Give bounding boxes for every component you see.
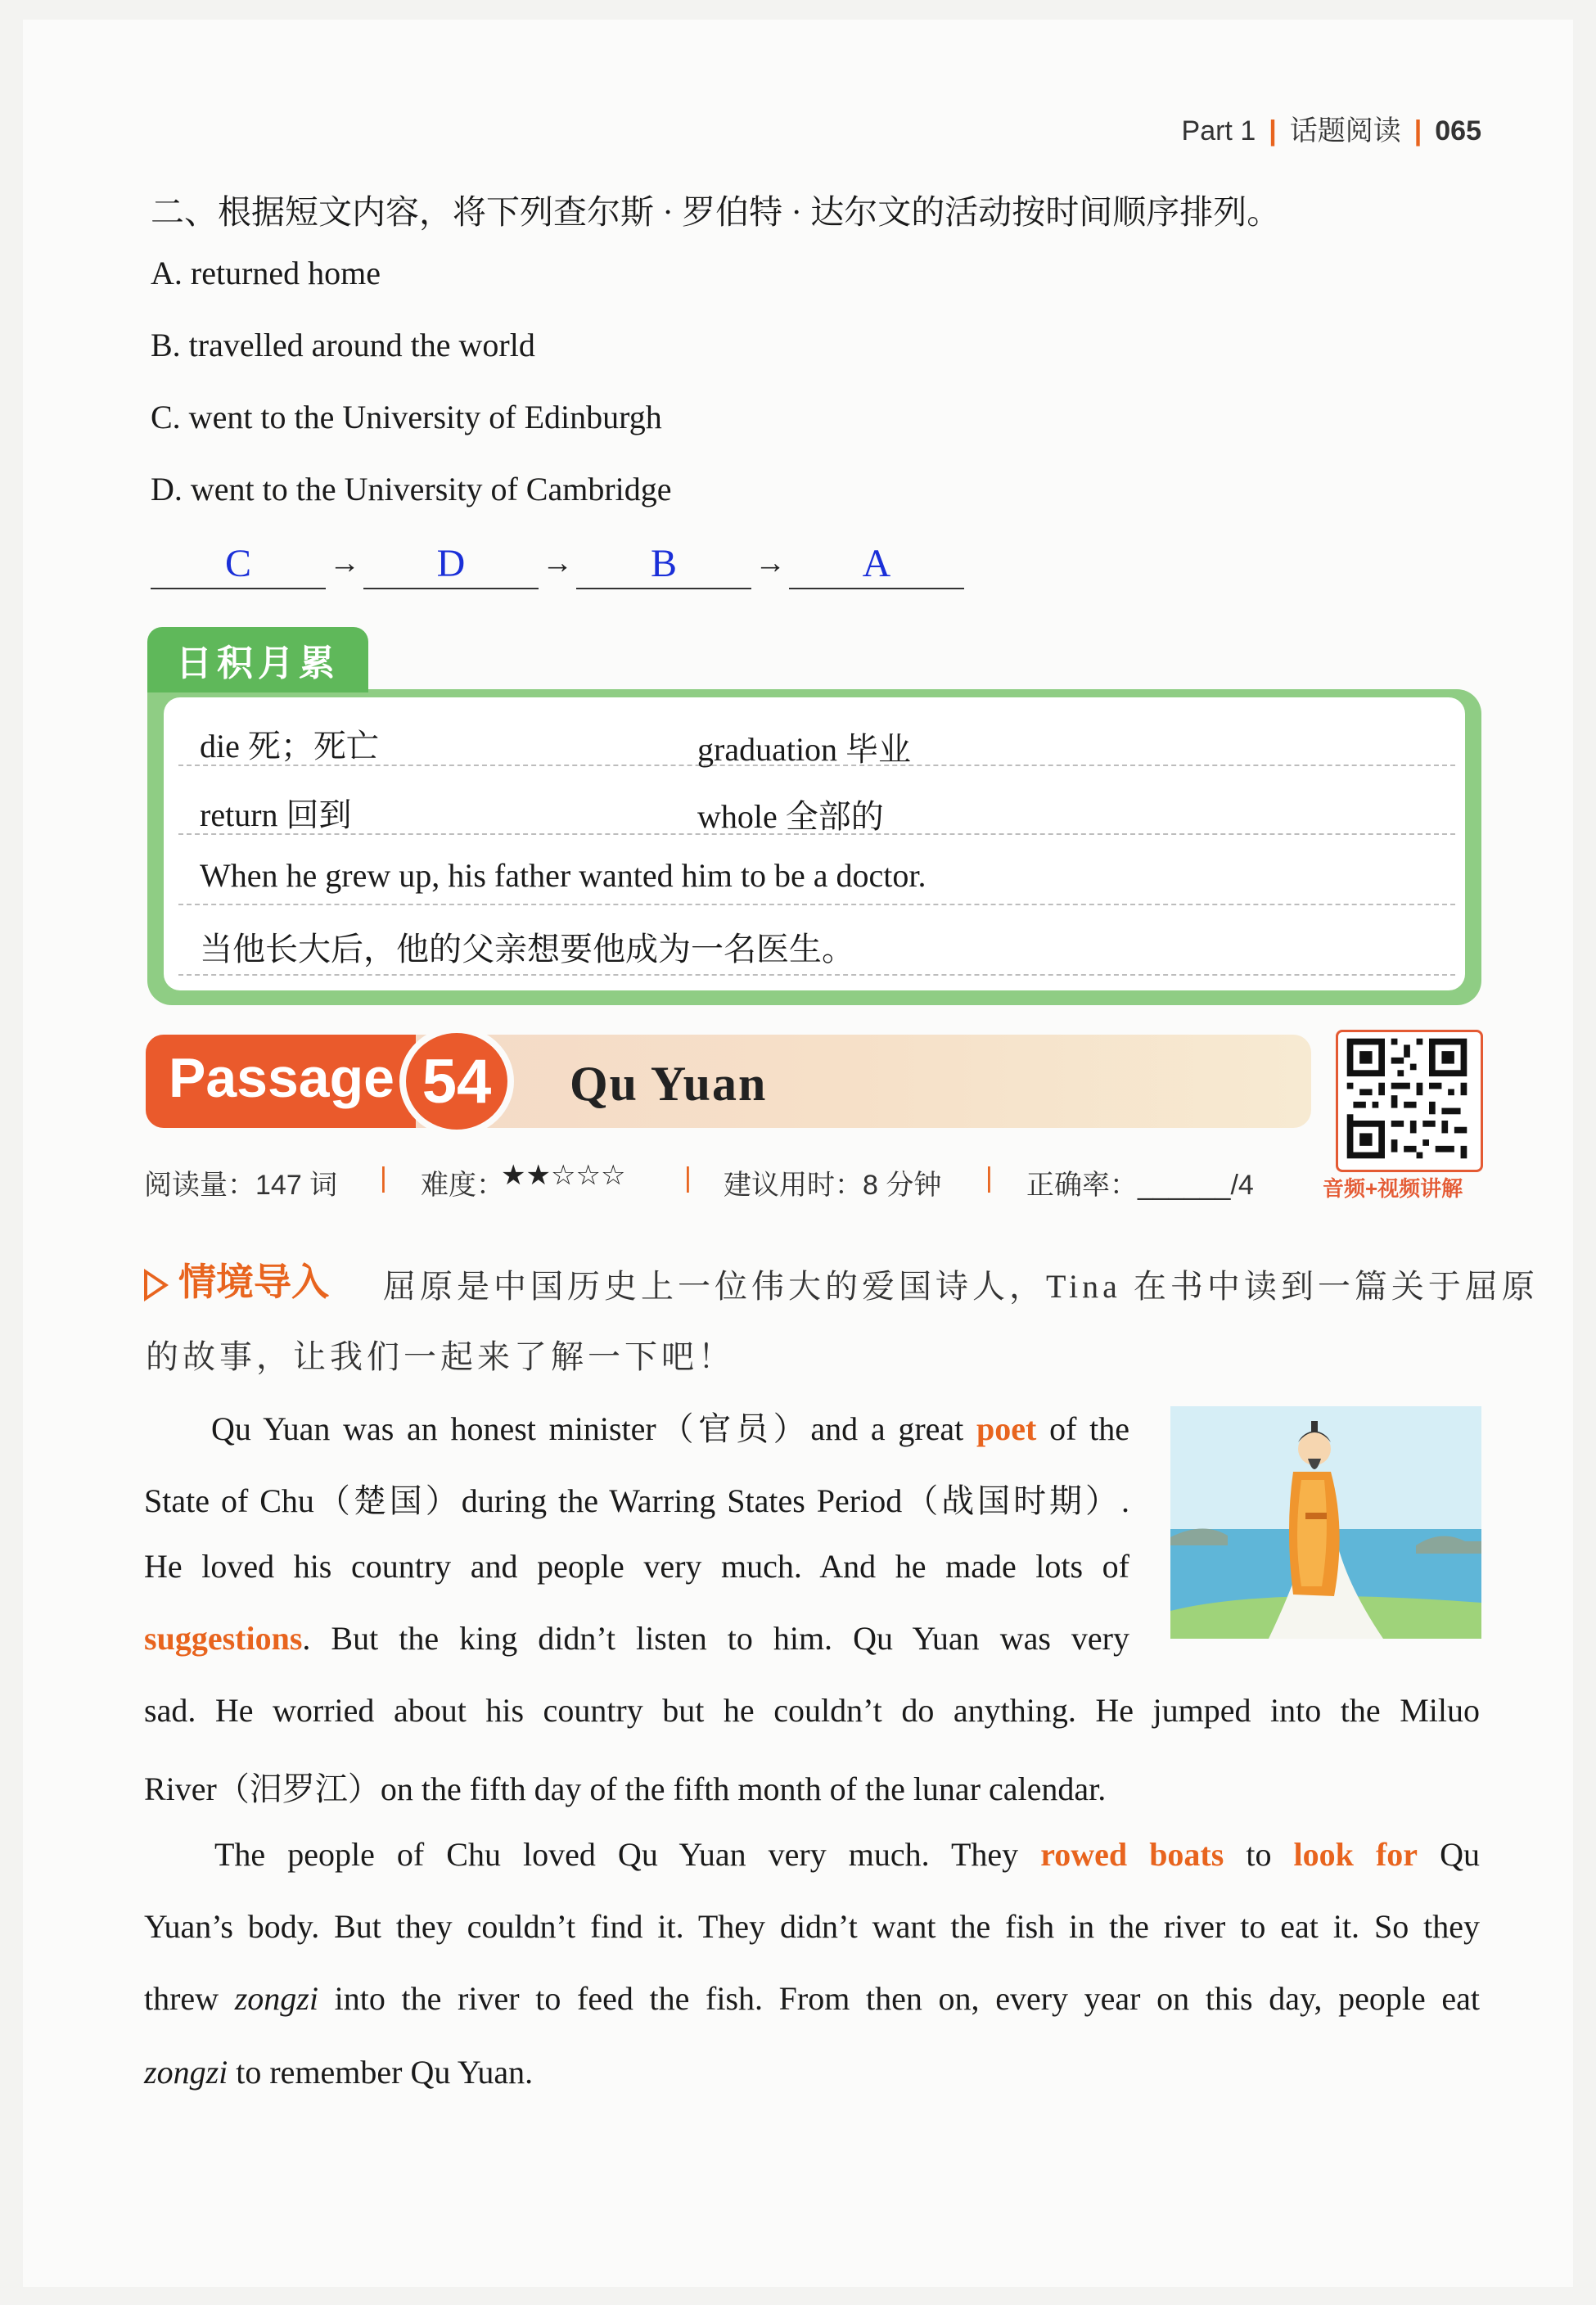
word-zongzi: zongzi xyxy=(234,1980,318,2017)
p1-line-2: State of Chu（楚国）during the Warring States Period（战国时期）. xyxy=(144,1482,1129,1519)
header-divider: | xyxy=(1413,115,1422,147)
suggested-time: 建议用时：8 分钟 xyxy=(724,1170,942,1201)
p1-line-6: River（汨罗江）on the fifth day of the fifth month of the lunar calendar. xyxy=(144,1770,1107,1807)
intro-label: 情境导入 xyxy=(178,1261,329,1303)
p2-text: The people of Chu loved Qu Yuan very much. They xyxy=(214,1836,1041,1873)
passage-number: 54 xyxy=(399,1026,514,1136)
vocab-word-graduation: graduation 毕业 xyxy=(697,731,912,768)
star-empty-icon: ☆ xyxy=(550,1159,576,1192)
arrow-icon: → xyxy=(329,546,360,580)
play-triangle-icon xyxy=(144,1269,169,1301)
keyword-poet: poet xyxy=(976,1410,1037,1447)
p2-line-1 xyxy=(214,1835,1480,1874)
option-c: C. went to the University of Edinburgh xyxy=(151,399,662,435)
option-a: A. returned home xyxy=(151,255,381,291)
header-section: 话题阅读 xyxy=(1289,115,1401,147)
vocab-word-return: return 回到 xyxy=(200,796,352,833)
running-header xyxy=(1182,108,1481,148)
keyword-look-for: look for xyxy=(1293,1836,1418,1873)
p2-text: into the river to feed the fish. From then on, every year on this day, people eat xyxy=(318,1980,1480,2017)
task2-title: 二、根据短文内容，将下列查尔斯 · 罗伯特 · 达尔文的活动按时间顺序排列。 xyxy=(151,193,1281,231)
option-d: D. went to the University of Cambridge xyxy=(151,471,672,507)
vocab-sentence-en: When he grew up, his father wanted him to be a doctor. xyxy=(200,857,926,894)
p1-text: Qu Yuan was an honest minister（官员）and a great xyxy=(211,1410,977,1447)
header-divider: | xyxy=(1269,115,1277,147)
qr-caption: 音频+视频讲解 xyxy=(1323,1176,1463,1201)
intro-heading xyxy=(144,1252,329,1306)
vocab-word-die: die 死；死亡 xyxy=(200,728,379,765)
star-filled-icon: ★ xyxy=(501,1159,526,1192)
p2-text: threw xyxy=(144,1980,235,2017)
answer-blank-3[interactable] xyxy=(576,540,751,589)
answer-1: C xyxy=(224,542,251,585)
star-empty-icon: ☆ xyxy=(575,1159,601,1192)
answer-blank-4[interactable] xyxy=(789,540,964,589)
p1-text: of the xyxy=(1036,1410,1130,1447)
keyword-suggestions: suggestions xyxy=(144,1620,303,1657)
info-divider: | xyxy=(684,1162,692,1193)
p2-line-3 xyxy=(144,1979,1480,2018)
vocab-word-whole: whole 全部的 xyxy=(697,798,884,835)
qu-yuan-illustration xyxy=(1170,1406,1481,1639)
answer-4: A xyxy=(862,542,891,585)
arrow-icon: → xyxy=(542,546,573,580)
answer-blank-2[interactable] xyxy=(363,540,539,589)
p1-line-3: He loved his country and people very much. And he made lots of xyxy=(144,1548,1129,1585)
intro-line-2: 的故事，让我们一起来了解一下吧！ xyxy=(146,1338,735,1375)
vocab-sentence-cn: 当他长大后，他的父亲想要他成为一名医生。 xyxy=(200,931,854,968)
info-divider: | xyxy=(380,1162,387,1193)
vocab-divider xyxy=(178,974,1455,976)
p2-text: Qu xyxy=(1418,1836,1480,1873)
arrow-icon: → xyxy=(755,546,786,580)
word-count: 阅读量：147 词 xyxy=(144,1170,338,1201)
option-b: B. travelled around the world xyxy=(151,327,535,363)
star-filled-icon: ★ xyxy=(525,1159,551,1192)
intro-line-1: 屈原是中国历史上一位伟大的爱国诗人，Tina 在书中读到一篇关于屈原 xyxy=(383,1268,1539,1305)
difficulty-label: 难度： xyxy=(421,1170,504,1201)
info-divider: | xyxy=(985,1162,993,1193)
vocab-title: 日积月累 xyxy=(147,627,368,692)
passage-label: Passage xyxy=(169,1047,394,1109)
qr-code[interactable] xyxy=(1336,1030,1483,1172)
page-number: 065 xyxy=(1435,115,1481,147)
p2-line-4 xyxy=(144,2053,533,2091)
p1-text: . But the king didn’t listen to him. Qu Yuan was very xyxy=(302,1620,1129,1657)
answer-2: D xyxy=(436,542,466,585)
p1-line-4 xyxy=(144,1619,1129,1658)
word-zongzi: zongzi xyxy=(144,2054,228,2091)
answer-3: B xyxy=(650,542,677,585)
p1-line-1 xyxy=(211,1403,1129,1450)
vocab-divider xyxy=(178,904,1455,905)
p2-line-2: Yuan’s body. But they couldn’t find it. They didn’t want the fish in the river to eat it. So they xyxy=(144,1908,1480,1945)
passage-title: Qu Yuan xyxy=(570,1057,768,1111)
p2-text: to xyxy=(1224,1836,1294,1873)
star-empty-icon: ☆ xyxy=(600,1159,626,1192)
header-part: Part 1 xyxy=(1181,115,1256,147)
accuracy-field[interactable]: 正确率：______/4 xyxy=(1026,1170,1254,1201)
p2-text: to remember Qu Yuan. xyxy=(228,2054,534,2091)
answer-blank-1[interactable] xyxy=(151,540,326,589)
p1-line-5: sad. He worried about his country but he couldn’t do anything. He jumped into the Miluo xyxy=(144,1692,1480,1729)
keyword-rowed-boats: rowed boats xyxy=(1040,1836,1224,1873)
difficulty-stars xyxy=(501,1159,625,1192)
qr-code-icon xyxy=(1338,1032,1476,1165)
